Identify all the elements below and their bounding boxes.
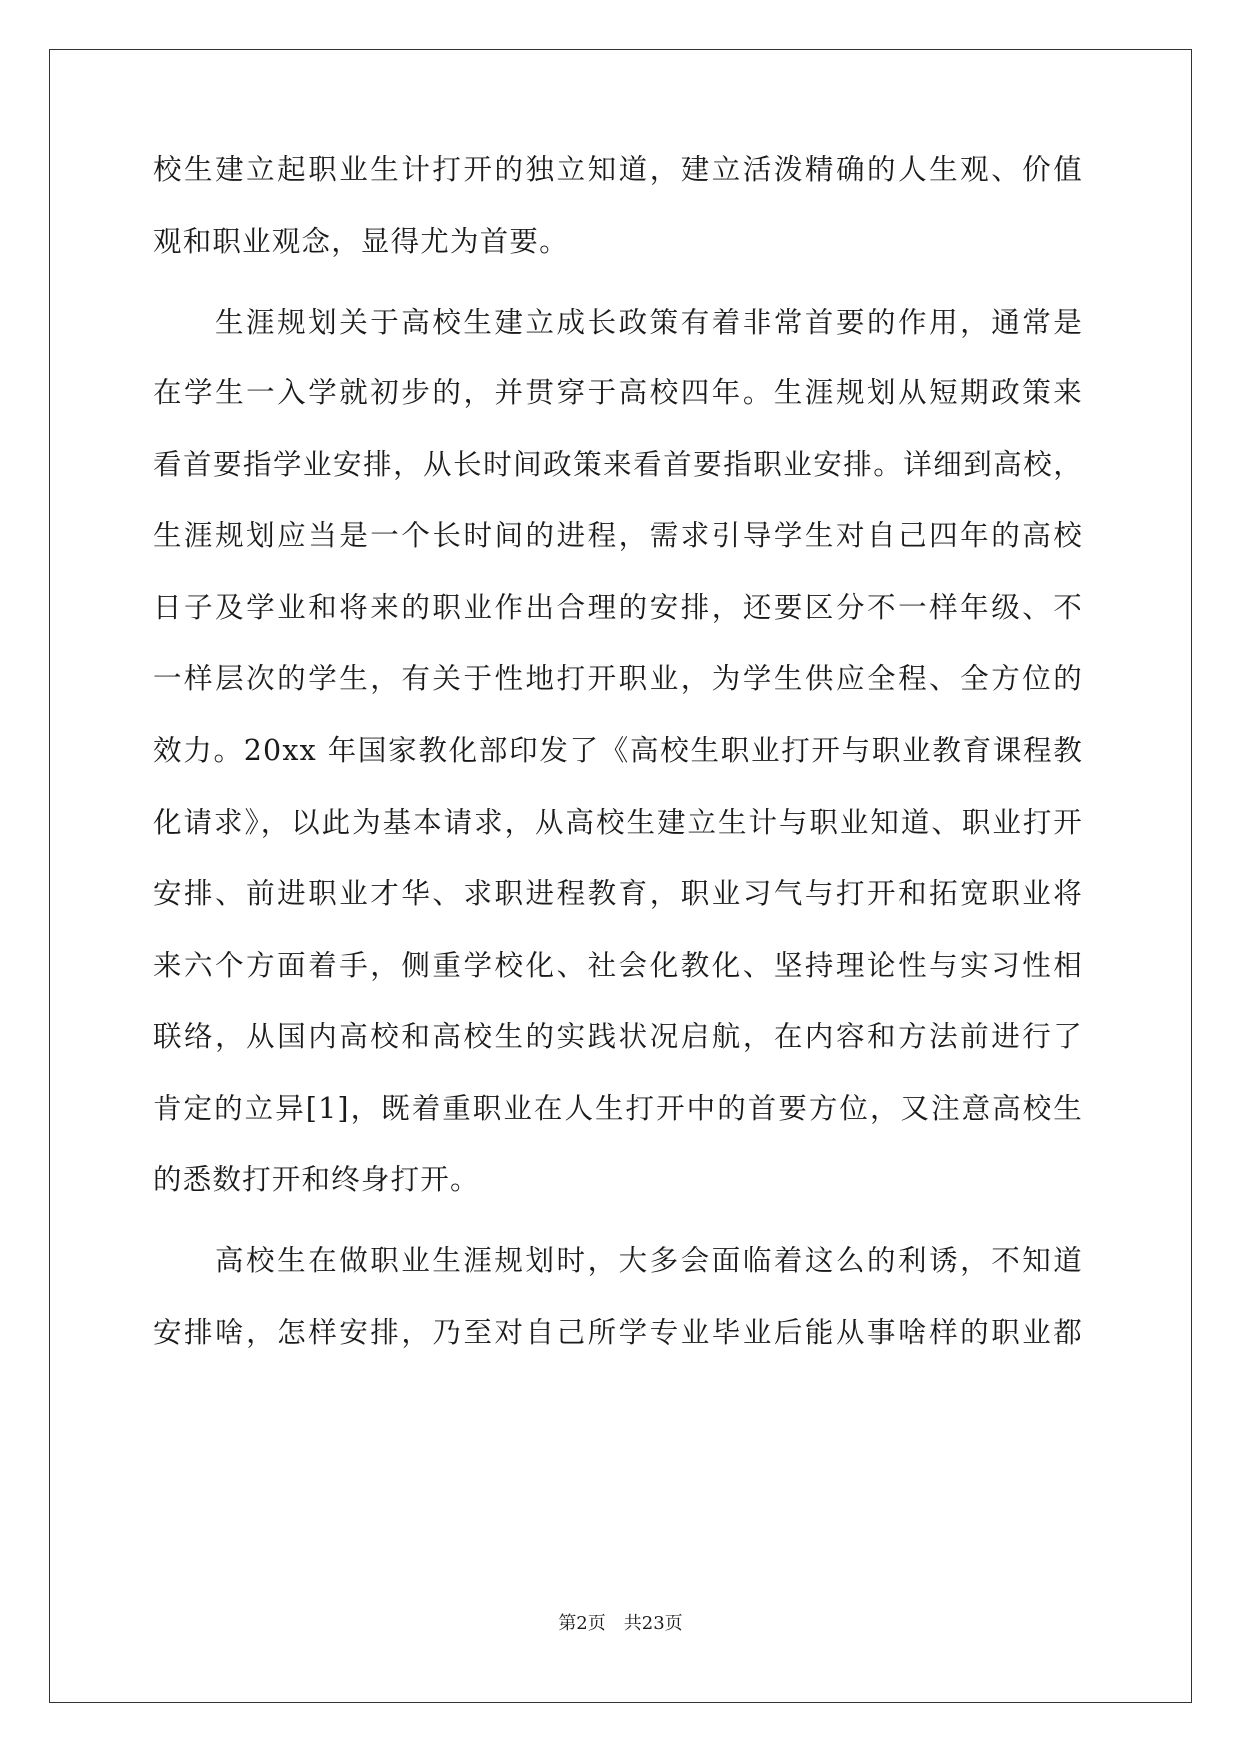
text-line: 安排啥，怎样安排，乃至对自己所学专业毕业后能从事啥样的职业都: [153, 1316, 1083, 1349]
text-line: 一样层次的学生，有关于性地打开职业，为学生供应全程、全方位的: [153, 662, 1083, 695]
text-line: 效力。20xx 年国家教化部印发了《高校生职业打开与职业教育课程教: [153, 734, 1083, 767]
text-line: 联络，从国内高校和高校生的实践状况启航，在内容和方法前进行了: [153, 1020, 1083, 1053]
text-line: 化请求》，以此为基本请求，从高校生建立生计与职业知道、职业打开: [153, 806, 1083, 839]
text-line: 高校生在做职业生涯规划时，大多会面临着这么的利诱，不知道: [215, 1244, 1083, 1277]
text-line: 校生建立起职业生计打开的独立知道，建立活泼精确的人生观、价值: [153, 153, 1083, 186]
text-line: 来六个方面着手，侧重学校化、社会化教化、坚持理论性与实习性相: [153, 949, 1083, 982]
text-line: 看首要指学业安排，从长时间政策来看首要指职业安排。详细到高校，: [153, 448, 1083, 481]
text-line: 的悉数打开和终身打开。: [153, 1163, 480, 1196]
page-number: 第2页: [558, 1613, 606, 1634]
text-line: 生涯规划关于高校生建立成长政策有着非常首要的作用，通常是: [215, 306, 1083, 339]
text-line: 生涯规划应当是一个长时间的进程，需求引导学生对自己四年的高校: [153, 519, 1083, 552]
text-line: 观和职业观念，显得尤为首要。: [153, 225, 569, 258]
text-line: 安排、前进职业才华、求职进程教育，职业习气与打开和拓宽职业将: [153, 877, 1083, 910]
text-line: 日子及学业和将来的职业作出合理的安排，还要区分不一样年级、不: [153, 591, 1083, 624]
page-total: 共23页: [623, 1613, 683, 1634]
page-footer: [0, 1612, 1241, 1636]
text-line: 肯定的立异[1]，既着重职业在人生打开中的首要方位，又注意高校生: [153, 1092, 1083, 1125]
text-line: 在学生一入学就初步的，并贯穿于高校四年。生涯规划从短期政策来: [153, 376, 1083, 409]
